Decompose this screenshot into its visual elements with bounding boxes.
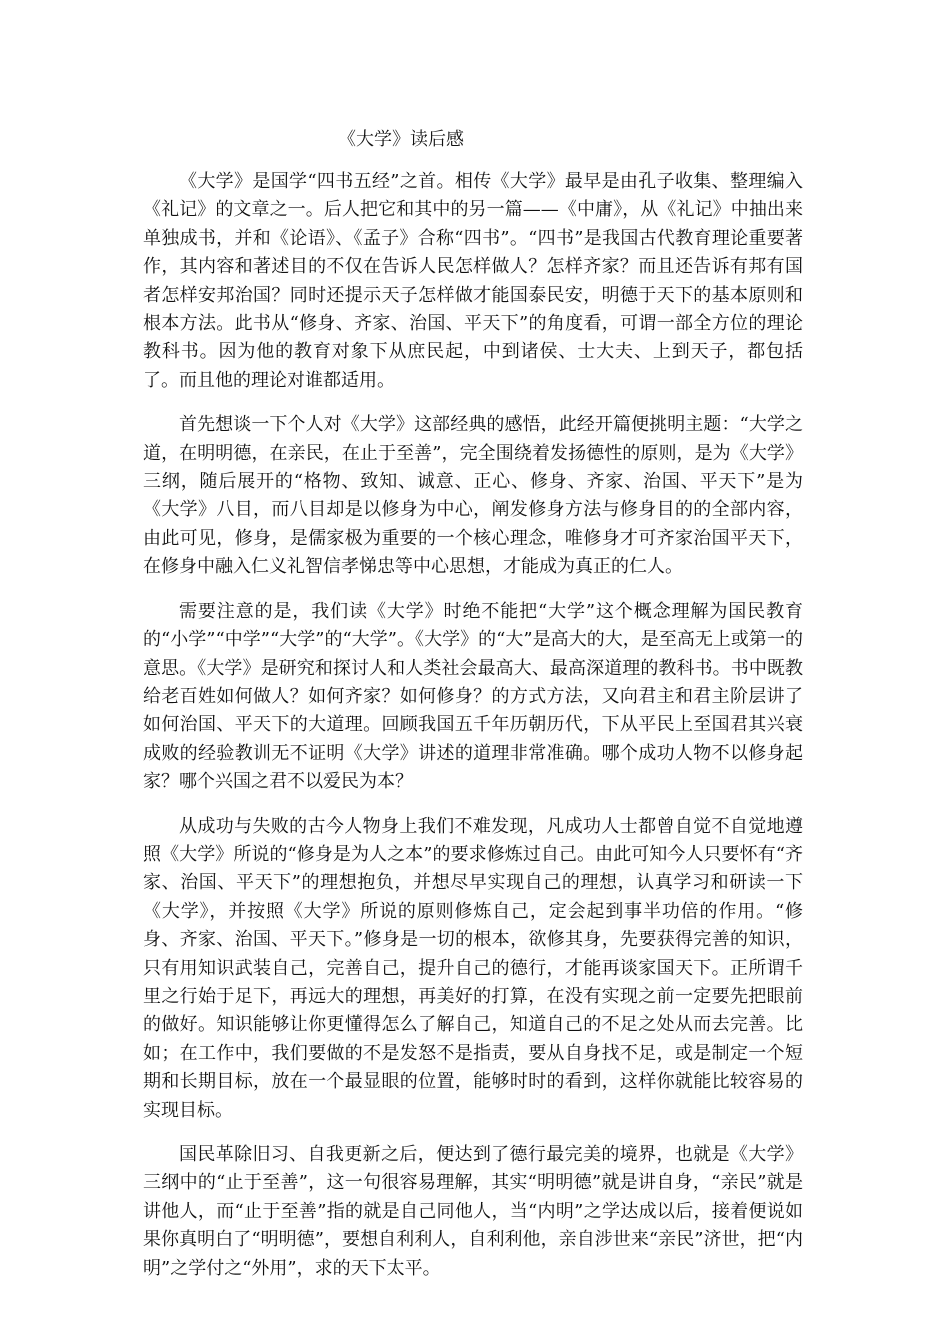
paragraph-5: 国民革除旧习、自我更新之后，便达到了德行最完美的境界，也就是《大学》三纲中的“止于至善”，这一句很容易理解，其实“明明德”就是讲自身，“亲民”就是讲他人，而“止于至善”指的就是自己同他人，当“内明”之学达成以后，接着便说如果你真明白了“明明德”，要想自利利人，自利利他，亲自涉世来“亲民”济世，把“内明”之学付之“外用”，求的天下太平。: [143, 1144, 803, 1279]
paragraph-3: 需要注意的是，我们读《大学》时绝不能把“大学”这个概念理解为国民教育的“小学”“中学”“大学”的“大学”。《大学》的“大”是高大的大，是至高无上或第一的意思。《大学》是研究和探讨人和人类社会最高大、最高深道理的教科书。书中既教给老百姓如何做人？如何齐家？如何修身？的方式方法，又向君主和君主阶层讲了如何治国、平天下的大道理。回顾我国五千年历朝历代，下从平民上至国君其兴衰成败的经验教训无不证明《大学》讲述的道理非常准确。哪个成功人物不以修身起家？哪个兴国之君不以爱民为本？: [143, 600, 803, 793]
document-title: 《大学》读后感: [338, 129, 464, 150]
paragraph-2: 首先想谈一下个人对《大学》这部经典的感悟，此经开篇便挑明主题：“大学之道，在明明德，在亲民，在止于至善”，完全围绕着发扬德性的原则，是为《大学》三纲，随后展开的“格物、致知、诚意、正心、修身、齐家、治国、平天下”是为《大学》八目，而八目却是以修身为中心，阐发修身方法与修身目的的全部内容，由此可见，修身，是儒家极为重要的一个核心理念，唯修身才可齐家治国平天下，在修身中融入仁义礼智信孝悌忠等中心思想，才能成为真正的仁人。: [143, 414, 803, 578]
document-body: [143, 168, 803, 1283]
paragraph-4: 从成功与失败的古今人物身上我们不难发现，凡成功人士都曾自觉不自觉地遵照《大学》所说的“修身是为人之本”的要求修炼过自己。由此可知今人只要怀有“齐家、治国、平天下”的理想抱负，并想尽早实现自己的理想，认真学习和研读一下《大学》，并按照《大学》所说的原则修炼自己，定会起到事半功倍的作用。“修身、齐家、治国、平天下。”修身是一切的根本，欲修其身，先要获得完善的知识，只有用知识武装自己，完善自己，提升自己的德行，才能再谈家国天下。正所谓千里之行始于足下，再远大的理想，再美好的打算，在没有实现之前一定要先把眼前的做好。知识能够让你更懂得怎么了解自己，知道自己的不足之处从而去完善。比如；在工作中，我们要做的不是发怒不是指责，要从自身找不足，或是制定一个短期和长期目标，放在一个最显眼的位置，能够时时的看到，这样你就能比较容易的实现目标。: [143, 815, 803, 1121]
paragraph-1: 《大学》是国学“四书五经”之首。相传《大学》最早是由孔子收集、整理编入《礼记》的文章之一。后人把它和其中的另一篇——《中庸》，从《礼记》中抽出来单独成书，并和《论语》、《孟子》合称“四书”。“四书”是我国古代教育理论重要著作，其内容和著述目的不仅在告诉人民怎样做人？怎样齐家？而且还告诉有邦有国者怎样安邦治国？同时还提示天子怎样做才能国泰民安，明德于天下的基本原则和根本方法。此书从“修身、齐家、治国、平天下”的角度看，可谓一部全方位的理论教科书。因为他的教育对象下从庶民起，中到诸侯、士大夫、上到天子，都包括了。而且他的理论对谁都适用。: [143, 171, 803, 391]
